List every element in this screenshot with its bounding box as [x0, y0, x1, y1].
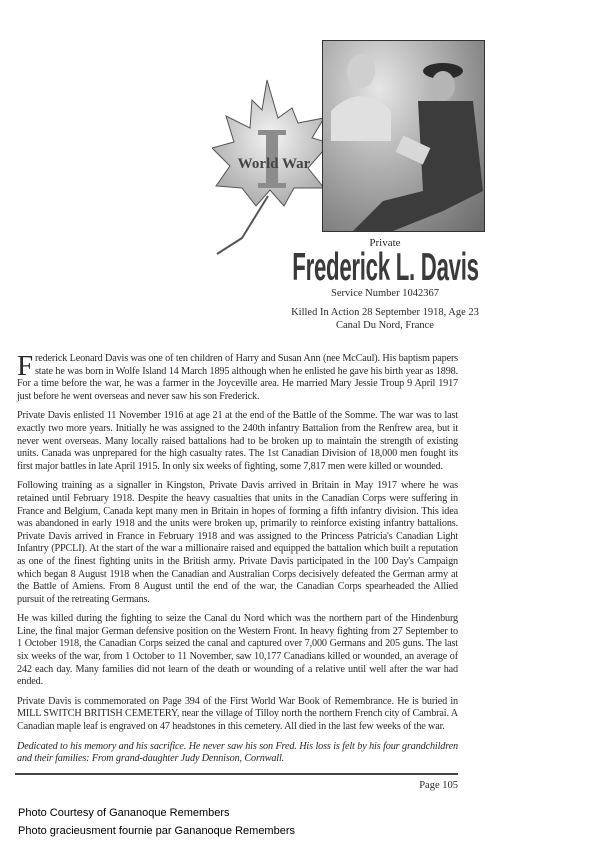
badge-text: World War: [237, 156, 311, 172]
maple-leaf-emblem: [212, 78, 340, 256]
portrait-image: [323, 41, 485, 232]
dedication: Dedicated to his memory and his sacrifice. He never saw his son Fred. His loss is felt by his four grandchildren and their families: From grand-daughter Judy Dennison, Cornwall.: [17, 740, 458, 765]
soldier-name: Frederick L. Davis: [291, 246, 479, 289]
page-number: Page 105: [419, 779, 458, 791]
paragraph-5: Private Davis is commemorated on Page 394 of the First World War Book of Remembrance. He is buried in MILL SWITCH BRITISH CEMETERY, near the village of Tilloy north the northern French city of Cambrai. A Canadian maple leaf is engraved on 47 headstones in this cemetery. All died in the last few weeks of the war.: [17, 695, 458, 733]
death-location: Canal Du Nord, France: [336, 319, 434, 331]
photo-credits: [17, 804, 458, 848]
footer-rule: [15, 773, 458, 775]
paragraph-4: He was killed during the fighting to seize the Canal du Nord which was the northern part of the Hindenburg Line, the final major German defensive position on the Western Front. In heavy fighting from 27 September to 1 October 1918, the Canadian Corps seized the canal and captured over 7,000 Germans and 205 guns. The last six weeks of the war, from 1 October to 11 November, saw 10,177 Canadians killed or wounded, an average of 242 each day. Many families did not learn of the death or wounding of a relative until well after the war had ended.: [17, 613, 458, 688]
rank: Private: [369, 237, 401, 249]
photo-credit-en: Photo Courtesy of Gananoque Remembers: [18, 806, 230, 819]
paragraph-1: [17, 350, 458, 403]
killed-in-action: Killed In Action 28 September 1918, Age 23: [291, 307, 479, 318]
paragraph-2: Private Davis enlisted 11 November 1916 at age 21 at the end of the Battle of the Somme. The war was to last exactly two more years. Initially he was assigned to the 240th infantry Battalion from the Renfrew area, but it never went overseas. Many locally raised battalions had to be broken up to maintain the strength of existing units. Canada was unprepared for the high casualty rates. The 1st Canadian Division of 18,000 men fought its first major battles in late April 1915. In only six weeks of fighting, some 7,817 men were killed or wounded.: [17, 410, 458, 472]
drop-cap: F: [17, 350, 33, 382]
portrait-photo: [322, 40, 485, 232]
death-info: [255, 307, 515, 332]
photo-credit-fr: Photo gracieusment fournie par Gananoque Remembers: [18, 824, 295, 837]
paragraph-3: Following training as a signaller in Kingston, Private Davis arrived in Britain in May 1917 where he was retained until February 1918. Despite the heavy casualties that units in the Canadian Corps were suffering in France and Belgium, Canada kept many men in Britain in hopes of forming a fifth infantry division. This idea was abandoned in early 1918 and the units were broken up, primarily to reinforce existing infantry battalions. Private Davis arrived in France in February 1918 and was assigned to the Princess Patricia's Canadian Light Infantry (PPCLI). At the start of the war a millionaire raised and equipped the battalion which built a reputation as one of the finest fighting units in the British army. Private Davis participated in the 100 Day's Campaign which began 8 August 1918 when the Canadian and Australian Corps decisively defeated the German army at the Battle of Amiens. From 8 August until the end of the war, the Canadian Corps spearheaded the Allied pursuit of the retreating Germans.: [17, 480, 458, 605]
page-body-column: [17, 350, 458, 848]
biography: [17, 350, 458, 766]
paragraph-1-text: rederick Leonard Davis was one of ten children of Harry and Susan Ann (nee McCaul). His baptism papers state he was born in Wolfe Island 14 March 1895 although when he enlisted he gave his birth year as 1898. For a time before the war, he was a farmer in the Joyceville area. He married Mary Jessie Troup 9 April 1917 just before he went overseas and never saw his son Frederick.: [17, 353, 458, 402]
service-number: Service Number 1042367: [331, 288, 439, 299]
